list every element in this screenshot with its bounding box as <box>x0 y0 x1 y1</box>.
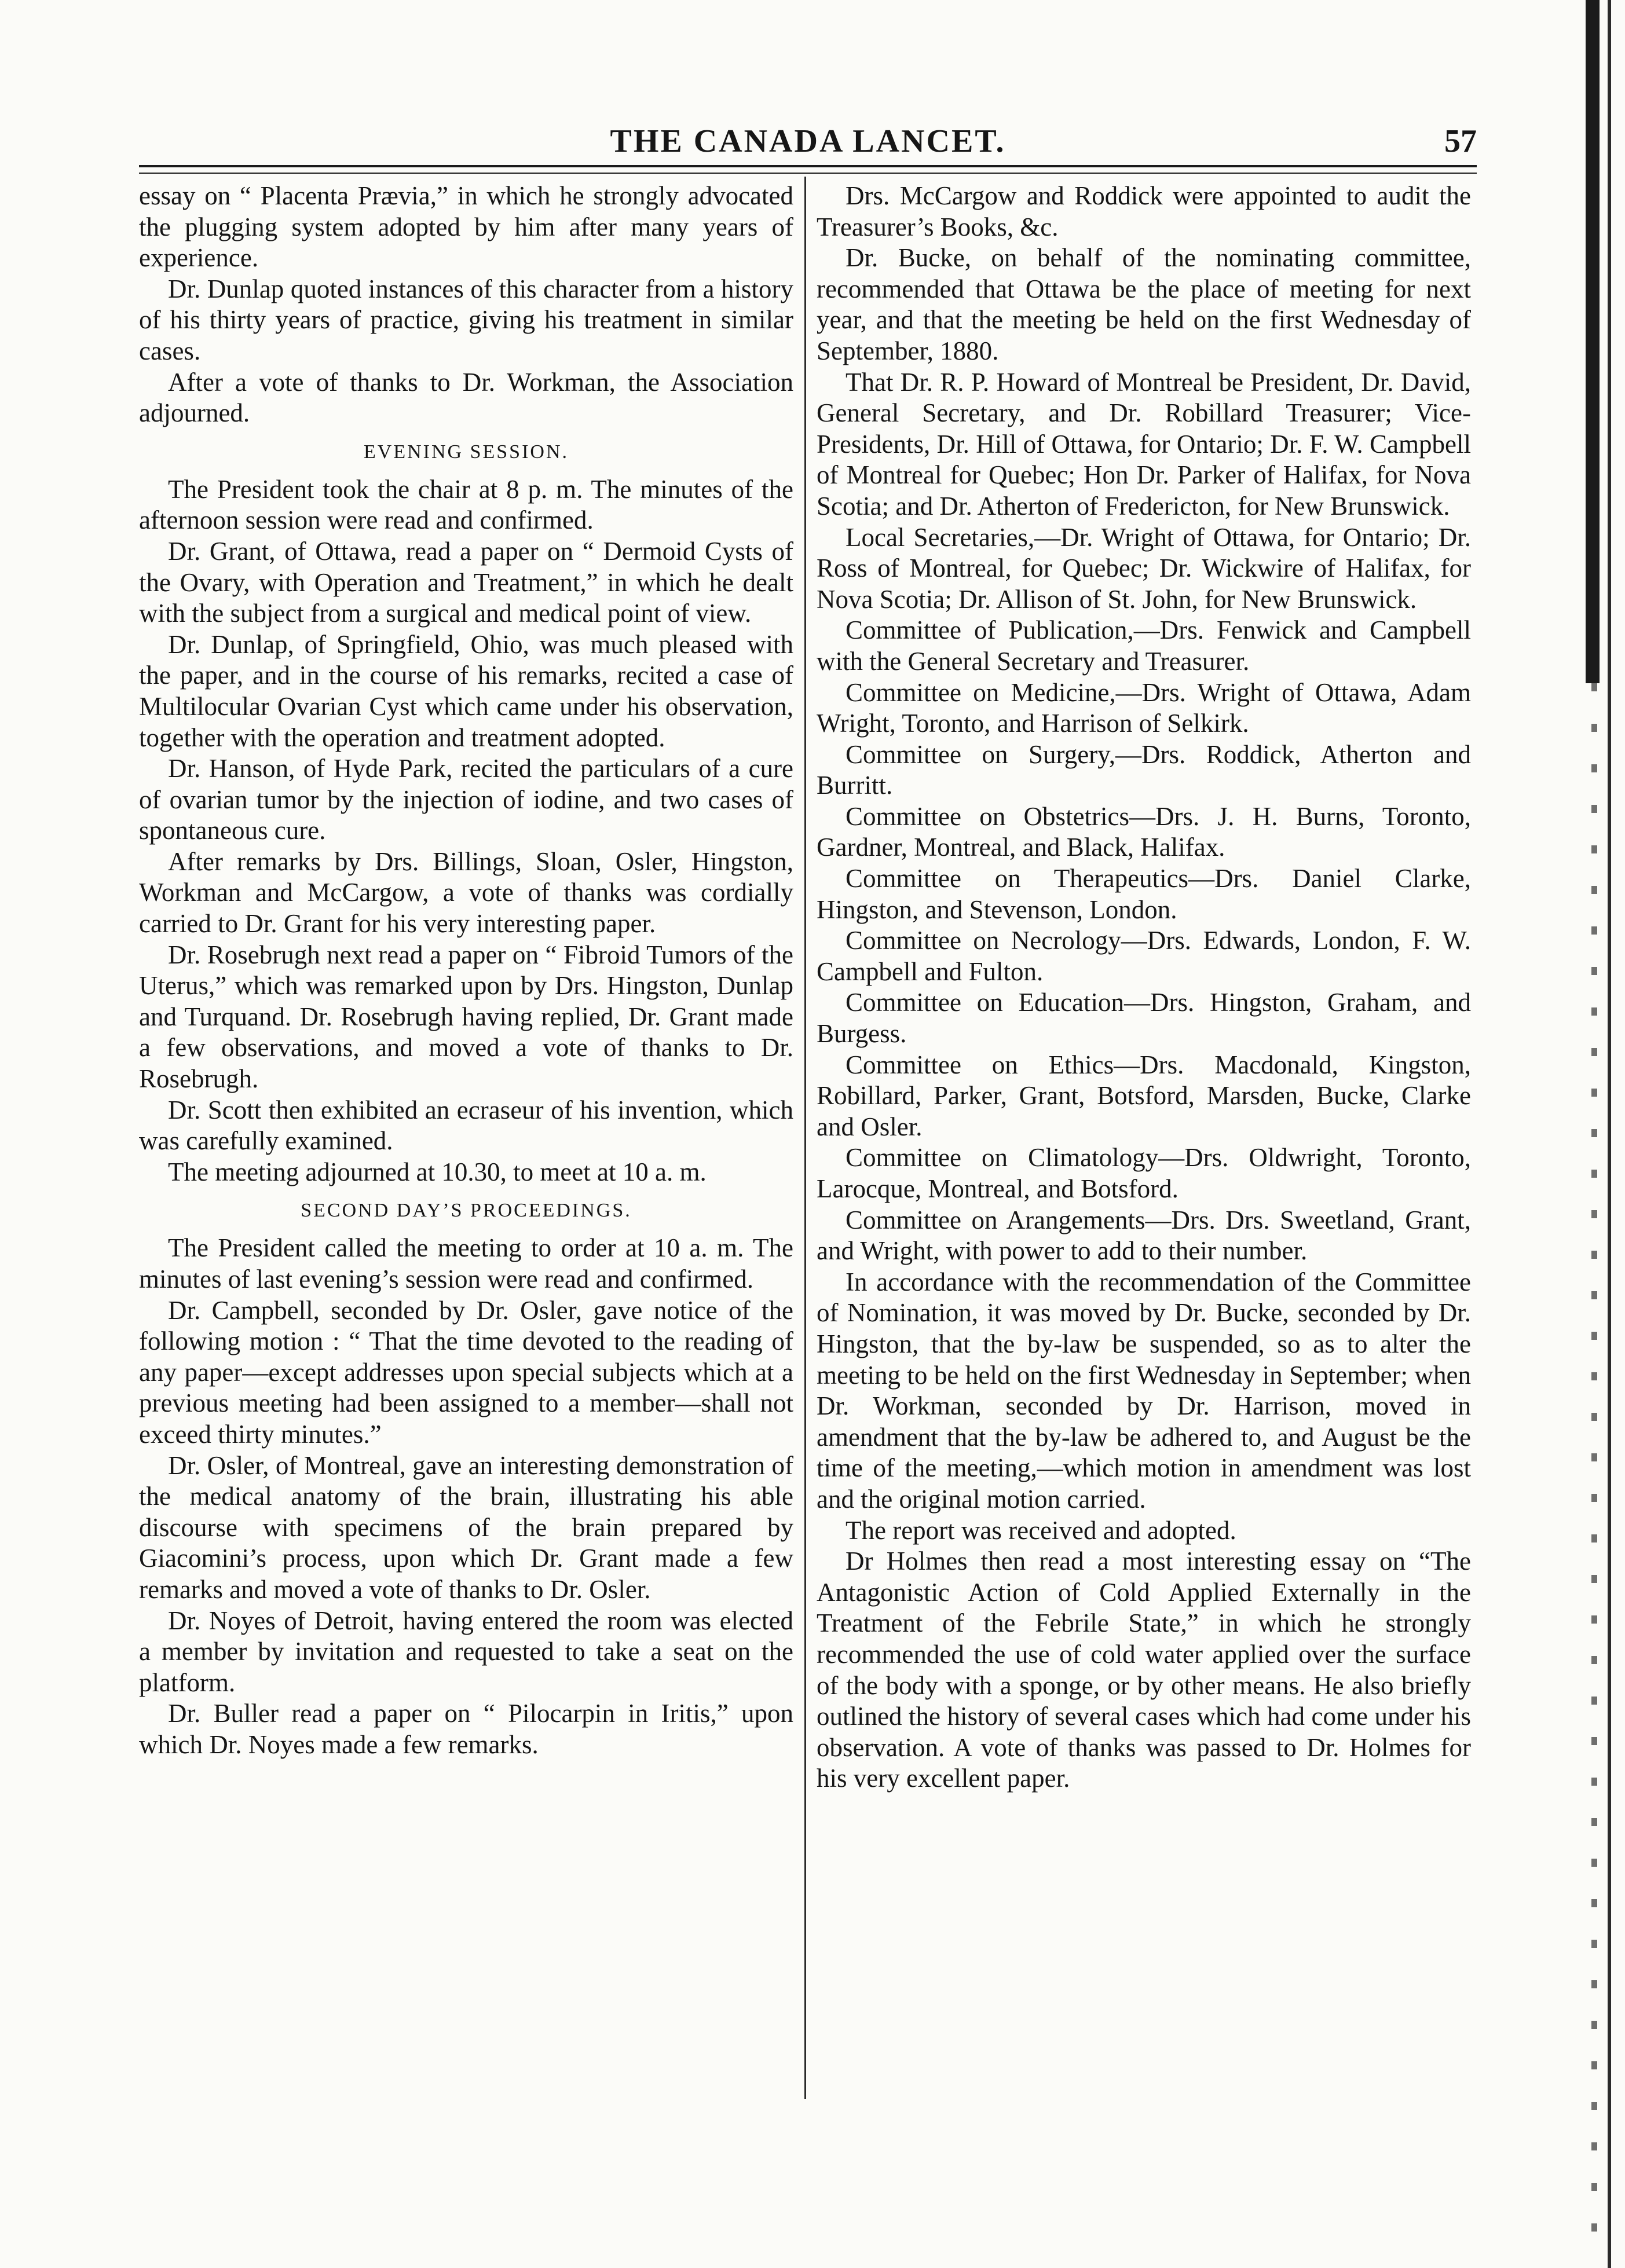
column-divider <box>804 177 806 2099</box>
paragraph: Committee on Climatology—Drs. Oldwright, Toronto, Larocque, Montreal, and Botsford. <box>817 1143 1471 1203</box>
paragraph: That Dr. R. P. Howard of Montreal be President, Dr. David, General Secretary, and Dr. Robillard Treasurer; Vice-Presidents, Dr. Hill of Ottawa, for Ontario; Dr. F. W. Campbell of Montreal for Quebec; Hon Dr. Parker of Halifax, for Nova Scotia; and Dr. Atherton of Fredericton, for New Brunswick. <box>817 367 1471 521</box>
scan-edge-line <box>1608 0 1611 2268</box>
section-heading-second-day: SECOND DAY’S PROCEEDINGS. <box>301 1200 632 1222</box>
header-rule-thick <box>139 165 1477 167</box>
paragraph: Dr. Buller read a paper on “ Pilocarpin in Iritis,” upon which Dr. Noyes made a few remarks. <box>139 1699 793 1759</box>
paragraph: Dr. Rosebrugh next read a paper on “ Fibroid Tumors of the Uterus,” which was remarked upon by Drs. Hingston, Dunlap and Turquand. Dr. Rosebrugh having replied, Dr. Grant made a few observations, and moved a vote of thanks to Dr. Rosebrugh. <box>139 940 793 1094</box>
page-number: 57 <box>1444 123 1477 159</box>
scan-edge-specks <box>1591 683 1597 2247</box>
paragraph: Dr. Hanson, of Hyde Park, recited the particulars of a cure of ovarian tumor by the injection of iodine, and two cases of spontaneous cure. <box>139 754 793 845</box>
paragraph: Committee on Education—Drs. Hingston, Graham, and Burgess. <box>817 988 1471 1049</box>
paragraph: After remarks by Drs. Billings, Sloan, Osler, Hingston, Workman and McCargow, a vote of thanks was cordially carried to Dr. Grant for his very interesting paper. <box>139 847 793 939</box>
paragraph: Dr. Osler, of Montreal, gave an interesting demonstration of the medical anatomy of the brain, illustrating his able discourse with specimens of the brain prepared by Giacomini’s process, upon which Dr. Grant made a few remarks and moved a vote of thanks to Dr. Osler. <box>139 1450 793 1604</box>
paragraph: In accordance with the recommendation of the Committee of Nomination, it was moved by Dr. Bucke, seconded by Dr. Hingston, that the by-law be suspended, so as to alter the meeting to be held on the first Wednesday in September; when Dr. Workman, seconded by Dr. Harrison, moved in amendment that the by-law be adhered to, and August be the time of the meeting,—which motion in amendment was lost and the original motion carried. <box>817 1267 1471 1514</box>
paragraph: Committee on Obstetrics—Drs. J. H. Burns, Toronto, Gardner, Montreal, and Black, Halifax. <box>817 801 1471 862</box>
paragraph: Dr Holmes then read a most interesting essay on “The Antagonistic Action of Cold Applied Externally in the Treatment of the Febrile State,” in which he strongly recommended the use of cold water applied over the surface of the body with a sponge, or by other means. He also briefly outlined the history of several cases which had come under his observation. A vote of thanks was passed to Dr. Holmes for his very excellent paper. <box>817 1547 1471 1793</box>
paragraph: Dr. Bucke, on behalf of the nominating committee, recommended that Ottawa be the place of meeting for next year, and that the meeting be held on the first Wednesday of September, 1880. <box>817 243 1471 365</box>
paragraph: Dr. Dunlap, of Springfield, Ohio, was much pleased with the paper, and in the course of his remarks, recited a case of Multilocular Ovarian Cyst which came under his observation, together with the operation and treatment adopted. <box>139 629 793 752</box>
paragraph: Committee on Therapeutics—Drs. Daniel Clarke, Hingston, and Stevenson, London. <box>817 864 1471 924</box>
header-rule-thin <box>139 173 1477 174</box>
paragraph: essay on “ Placenta Prævia,” in which he strongly advocated the plugging system adopted by him after many years of experience. <box>139 181 793 273</box>
paragraph: Committee of Publication,—Drs. Fenwick and Campbell with the General Secretary and Treasurer. <box>817 615 1471 676</box>
paragraph: Committee on Necrology—Drs. Edwards, London, F. W. Campbell and Fulton. <box>817 926 1471 986</box>
paragraph: Dr. Grant, of Ottawa, read a paper on “ Dermoid Cysts of the Ovary, with Operation and Treatment,” in which he dealt with the subject from a surgical and medical point of view. <box>139 536 793 628</box>
paragraph: The meeting adjourned at 10.30, to meet at 10 a. m. <box>168 1157 707 1186</box>
section-heading-evening-session: EVENING SESSION. <box>364 441 569 463</box>
paragraph: Committee on Ethics—Drs. Macdonald, Kingston, Robillard, Parker, Grant, Botsford, Marsden, Bucke, Clarke and Osler. <box>817 1050 1471 1141</box>
paragraph: Committee on Surgery,—Drs. Roddick, Atherton and Burritt. <box>817 739 1471 800</box>
paragraph: Committee on Medicine,—Drs. Wright of Ottawa, Adam Wright, Toronto, and Harrison of Selkirk. <box>817 677 1471 738</box>
paragraph: The report was received and adopted. <box>846 1515 1236 1545</box>
scan-edge-shadow <box>1586 0 1600 683</box>
paragraph: Dr. Scott then exhibited an ecraseur of his invention, which was carefully examined. <box>139 1095 793 1156</box>
left-column <box>139 181 793 1761</box>
page-header <box>139 123 1477 163</box>
right-column <box>817 181 1471 1794</box>
running-title: THE CANADA LANCET. <box>610 123 1006 159</box>
paragraph: Dr. Dunlap quoted instances of this character from a history of his thirty years of practice, giving his treatment in similar cases. <box>139 274 793 365</box>
paragraph: Drs. McCargow and Roddick were appointed to audit the Treasurer’s Books, &c. <box>817 181 1471 241</box>
paragraph: Dr. Campbell, seconded by Dr. Osler, gave notice of the following motion : “ That the time devoted to the reading of any paper—except addresses upon special subjects which at a previous meeting had been assigned to a member—shall not exceed thirty minutes.” <box>139 1295 793 1449</box>
paragraph: Committee on Arangements—Drs. Drs. Sweetland, Grant, and Wright, with power to add to their number. <box>817 1205 1471 1266</box>
paragraph: Local Secretaries,—Dr. Wright of Ottawa, for Ontario; Dr. Ross of Montreal, for Quebec; Dr. Wickwire of Halifax, for Nova Scotia; Dr. Allison of St. John, for New Brunswick. <box>817 522 1471 614</box>
paragraph: Dr. Noyes of Detroit, having entered the room was elected a member by invitation and requested to take a seat on the platform. <box>139 1606 793 1697</box>
paragraph: After a vote of thanks to Dr. Workman, the Association adjourned. <box>139 367 793 428</box>
paragraph: The President called the meeting to order at 10 a. m. The minutes of last evening’s session were read and confirmed. <box>139 1233 793 1294</box>
paragraph: The President took the chair at 8 p. m. The minutes of the afternoon session were read and confirmed. <box>139 474 793 535</box>
